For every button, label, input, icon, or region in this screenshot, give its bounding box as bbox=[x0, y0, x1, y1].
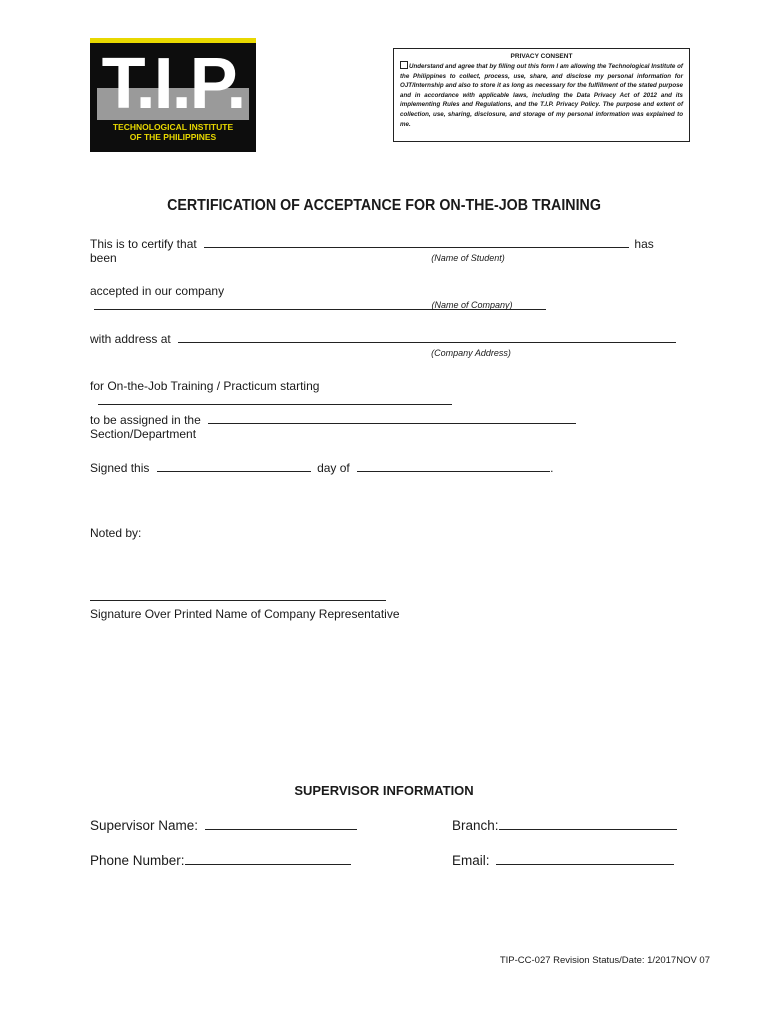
company-name-caption: (Name of Company) bbox=[431, 300, 513, 310]
consent-checkbox[interactable] bbox=[400, 61, 408, 69]
address-prefix: with address at bbox=[90, 332, 171, 346]
logo-name-line1: TECHNOLOGICAL INSTITUTE bbox=[112, 122, 234, 132]
branch-label: Branch: bbox=[452, 818, 499, 833]
signed-prefix: Signed this bbox=[90, 461, 150, 475]
student-name-caption: (Name of Student) bbox=[431, 253, 505, 263]
logo-institute-name bbox=[90, 122, 256, 142]
training-start-prefix: for On-the-Job Training / Practicum starting bbox=[90, 379, 320, 393]
privacy-consent-box bbox=[393, 48, 690, 142]
supervisor-heading: SUPERVISOR INFORMATION bbox=[294, 783, 474, 798]
phone-row bbox=[90, 853, 351, 868]
branch-row bbox=[452, 818, 677, 833]
has-been-suffix: has been bbox=[90, 237, 654, 265]
signature-label: Signature Over Printed Name of Company Representative bbox=[90, 607, 400, 621]
signature-line[interactable] bbox=[90, 600, 386, 601]
section-department-suffix: Section/Department bbox=[90, 427, 197, 441]
certify-prefix: This is to certify that bbox=[90, 237, 197, 251]
assigned-prefix: to be assigned in the bbox=[90, 413, 201, 427]
phone-label: Phone Number: bbox=[90, 853, 185, 868]
department-field[interactable] bbox=[208, 412, 576, 424]
privacy-consent-text: Understand and agree that by filling out this form I am allowing the Technological Institute of the Philippines to collect, process, use, share, and disclose my personal information for OJT/Internship and also to store it as long as necessary for the fulfillment of the stated purpose and in accordance with applicable laws, including the Data Privacy Act of 2012 and its implementing Rules and Regulations, and the T.I.P. Privacy Policy. The purpose and extent of collection, use, sharing, disclosure, and storage of my personal information was explained to me. bbox=[400, 63, 683, 128]
privacy-consent-title: PRIVACY CONSENT bbox=[510, 53, 573, 60]
signed-month-field[interactable] bbox=[357, 460, 550, 472]
signed-end-period: . bbox=[550, 461, 554, 475]
email-field[interactable] bbox=[496, 853, 674, 865]
supervisor-name-field[interactable] bbox=[205, 818, 357, 830]
accepted-prefix: accepted in our company bbox=[90, 284, 225, 298]
supervisor-name-label: Supervisor Name: bbox=[90, 818, 199, 833]
logo-letters: T.I.P. bbox=[101, 44, 245, 124]
signed-line bbox=[90, 460, 590, 475]
signed-day-field[interactable] bbox=[157, 460, 311, 472]
document-title: CERTIFICATION OF ACCEPTANCE FOR ON-THE-JOB TRAINING bbox=[167, 197, 601, 214]
branch-field[interactable] bbox=[499, 818, 677, 830]
noted-by-label: Noted by: bbox=[90, 526, 142, 540]
tip-logo bbox=[90, 38, 256, 152]
logo-name-line2: OF THE PHILIPPINES bbox=[129, 132, 217, 142]
start-date-field[interactable] bbox=[98, 393, 452, 405]
student-name-field[interactable] bbox=[204, 236, 629, 248]
email-row bbox=[452, 853, 674, 868]
address-line bbox=[90, 331, 678, 346]
company-address-field[interactable] bbox=[178, 331, 676, 343]
supervisor-name-row bbox=[90, 818, 357, 833]
phone-field[interactable] bbox=[185, 853, 351, 865]
start-date-line bbox=[90, 379, 678, 408]
revision-footer: TIP-CC-027 Revision Status/Date: 1/2017NOV 07 bbox=[499, 955, 710, 966]
day-of-label: day of bbox=[317, 461, 350, 475]
department-line bbox=[90, 412, 678, 441]
company-address-caption: (Company Address) bbox=[431, 348, 511, 358]
email-label: Email: bbox=[452, 853, 490, 868]
